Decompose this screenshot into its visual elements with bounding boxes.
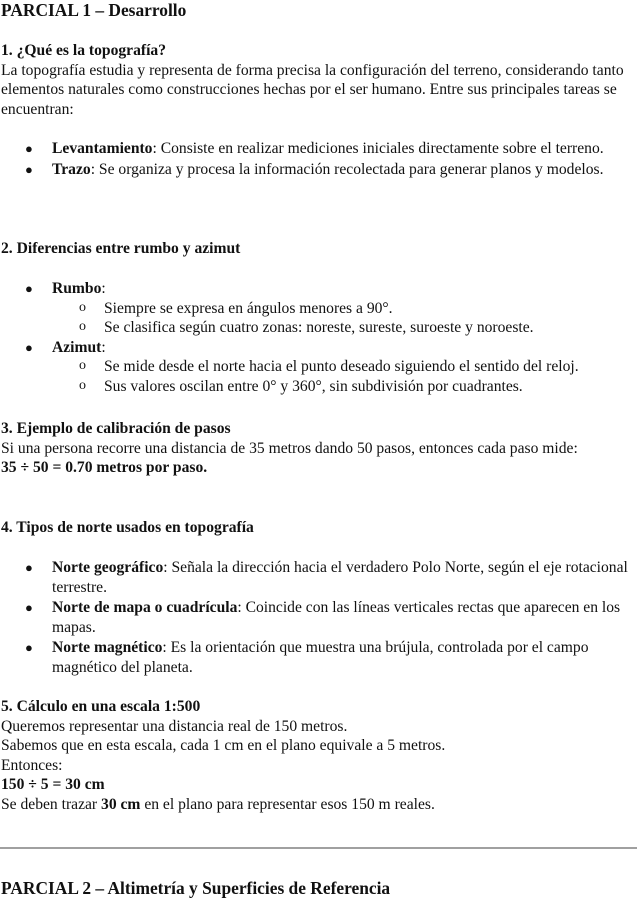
section-2-title: 2. Diferencias entre rumbo y azimut [1,240,241,257]
section-1 [1,41,633,119]
list-item [1,139,633,159]
item-text: : Señala la dirección hacia el verdadero Polo Norte, según el eje rotacional terrestre. [52,559,628,596]
circle-bullet-icon: o [79,377,86,393]
item-term: Rumbo [52,280,102,297]
list-item [1,598,633,637]
sub-list-item [1,318,633,338]
sub-list-item [1,357,633,377]
section-5-line: Entonces: [1,756,63,774]
bullet-icon: ● [25,640,33,656]
bullet-icon: ● [25,161,33,177]
sub-item-text: Se clasifica según cuatro zonas: noreste, sureste, suroeste y noroeste. [104,319,534,337]
circle-bullet-icon: o [79,358,86,374]
item-text: : Se organiza y procesa la información recolectada para generar planos y modelos. [90,160,604,178]
section-5-calc: 150 ÷ 5 = 30 cm [1,776,105,794]
bullet-icon: ● [25,339,33,355]
circle-bullet-icon: o [79,319,86,335]
section-5 [1,697,633,815]
section-5-line: Queremos representar una distancia real de 150 metros. [1,717,348,735]
list-item [1,638,633,677]
sub-item-text: Se mide desde el norte hacia el punto deseado siguiendo el sentido del reloj. [104,358,579,376]
section-2-list [1,279,633,397]
section-5-line: Sabemos que en esta escala, cada 1 cm en el plano equivale a 5 metros. [1,737,446,755]
item-text: : Consiste en realizar mediciones iniciales directamente sobre el terreno. [152,140,604,157]
item-text: : Coincide con las líneas verticales rectas que aparecen en los mapas. [52,599,621,636]
section-4-title: 4. Tipos de norte usados en topografía [1,519,254,536]
item-term: Norte geográfico [52,559,164,576]
sub-item-text: Sus valores oscilan entre 0° y 360°, sin subdivisión por cuadrantes. [104,377,523,395]
item-text: : Es la orientación que muestra una brújula, controlada por el campo magnético del planeta. [52,639,589,676]
sub-list-item [1,299,633,319]
section-3-title: 3. Ejemplo de calibración de pasos [1,420,231,437]
sub-list-item [1,377,633,397]
page-title: PARCIAL 1 – Desarrollo [1,0,187,20]
item-term: Azimut [52,338,102,356]
item-term: Levantamiento [52,140,153,157]
item-term: Norte magnético [52,639,163,657]
section-1-intro: La topografía estudia y representa de forma precisa la configuración del terreno, considerando tanto elementos naturales como construcciones hechas por el ser humano. Entre sus principales tareas se encuentran: [1,61,624,118]
section-5-final: Se deben trazar 30 cm en el plano para representar esos 150 m reales. [1,795,435,813]
section-1-list [1,139,633,179]
section-1-title: 1. ¿Qué es la topografía? [1,42,167,59]
bullet-icon: ● [25,600,33,616]
bullet-icon: ● [25,560,33,575]
list-item: ● Azimut: [25,338,106,356]
item-term: Norte de mapa o cuadrícula [52,599,238,617]
bullet-icon: ● [25,141,33,156]
item-term: Trazo [52,160,91,178]
list-item: ● Rumbo: [25,280,106,297]
section-3-result: 35 ÷ 50 = 0.70 metros por paso. [1,459,208,477]
section-3-text: Si una persona recorre una distancia de 35 metros dando 50 pasos, entonces cada paso mide: [1,439,578,457]
section-3 [1,419,633,478]
circle-bullet-icon: o [79,299,86,315]
list-item [1,160,633,180]
section-5-title: 5. Cálculo en una escala 1:500 [1,698,201,715]
section-4-list [1,558,633,678]
list-item [1,558,633,597]
next-part-title: PARCIAL 2 – Altimetría y Superficies de Referencia [1,878,391,898]
bullet-icon: ● [25,281,33,296]
page-divider [0,847,637,849]
sub-item-text: Siempre se expresa en ángulos menores a 90°. [104,299,393,317]
